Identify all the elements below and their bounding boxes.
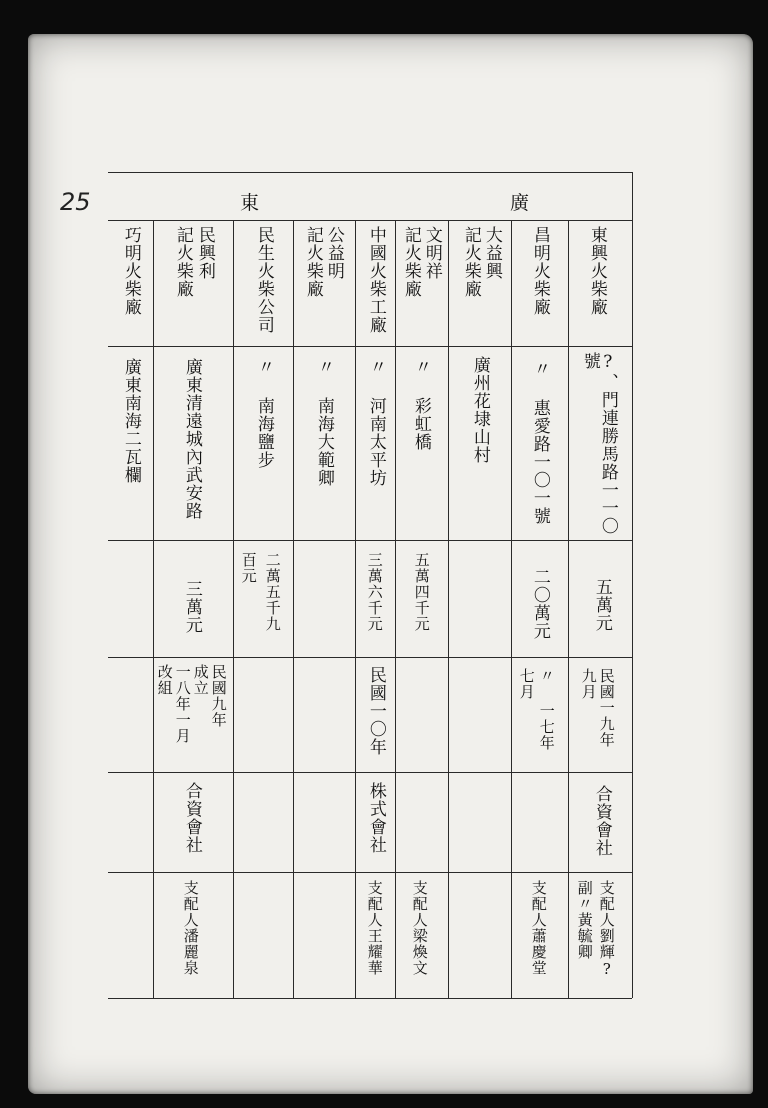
founded: 民國一九年 — [597, 668, 616, 748]
manager: 支配人王耀華 — [365, 880, 384, 976]
founded: 〃 一七年 — [537, 668, 556, 751]
address: 廣東清遠城內武安路 — [181, 358, 202, 520]
column-rule — [293, 220, 294, 998]
company-name: 巧明火柴廠 — [120, 226, 141, 316]
org-type: 株式會社 — [365, 782, 386, 854]
company-name: 大益興 — [481, 226, 502, 280]
company-name-cont: 記火柴廠 — [400, 226, 421, 298]
row-rule — [108, 772, 632, 773]
founded-cont: 七月 — [517, 668, 536, 700]
page-number: 25 — [60, 188, 91, 216]
capital: 五萬四千元 — [412, 552, 431, 632]
company-name: 公益明 — [323, 226, 344, 280]
address-cont: 號 — [579, 352, 600, 370]
column-rule — [511, 220, 512, 998]
address: ?、門連勝馬路一一〇 — [597, 352, 618, 535]
company-name: 民生火柴公司 — [253, 226, 274, 334]
capital: 五萬元 — [591, 578, 612, 632]
manager: 支配人蕭慶堂 — [529, 880, 548, 976]
column-rule — [153, 220, 154, 998]
address: 〃 河南太平坊 — [365, 358, 386, 487]
outer-right-rule — [632, 172, 633, 998]
company-name: 文明祥 — [421, 226, 442, 280]
capital: 三萬六千元 — [365, 552, 384, 632]
column-rule — [233, 220, 234, 998]
company-name: 昌明火柴廠 — [529, 226, 550, 316]
row-rule — [108, 346, 632, 347]
company-name-cont: 記火柴廠 — [172, 226, 193, 298]
company-name-cont: 記火柴廠 — [460, 226, 481, 298]
bottom-rule — [108, 998, 632, 999]
capital-cont: 百元 — [239, 552, 258, 584]
paper-sheet — [28, 34, 753, 1094]
column-rule — [448, 220, 449, 998]
column-rule — [395, 220, 396, 998]
founded-cont: 一八年一月 — [173, 664, 192, 744]
row-rule — [108, 872, 632, 873]
column-rule — [355, 220, 356, 998]
org-type: 合資會社 — [181, 782, 202, 854]
address: 〃 南海大範卿 — [313, 358, 334, 487]
founded-cont: 九月 — [579, 668, 598, 700]
row-rule — [108, 540, 632, 541]
company-name: 民興利 — [194, 226, 215, 280]
column-rule — [568, 220, 569, 998]
address: 〃 彩虹橋 — [410, 358, 431, 451]
manager: 支配人劉輝? — [597, 880, 616, 979]
top-rule — [108, 172, 632, 173]
org-type: 合資會社 — [591, 785, 612, 857]
region-right-char: 廣 — [510, 192, 530, 214]
company-name-cont: 記火柴廠 — [302, 226, 323, 298]
address: 〃 南海鹽步 — [253, 358, 274, 469]
region-left-char: 東 — [240, 192, 260, 214]
header-rule — [108, 220, 632, 221]
manager-cont: 副〃黃毓卿 — [575, 880, 594, 960]
founded-cont: 成立 — [191, 664, 210, 696]
manager: 支配人梁煥文 — [410, 880, 429, 976]
capital: 二〇萬元 — [529, 568, 550, 640]
manager: 支配人潘麗泉 — [181, 880, 200, 976]
company-name: 中國火柴工廠 — [365, 226, 386, 334]
address: 廣東南海二瓦欄 — [120, 358, 141, 484]
capital: 三萬元 — [181, 580, 202, 634]
founded-cont: 改組 — [155, 664, 174, 696]
company-name: 東興火柴廠 — [586, 226, 607, 316]
founded: 民國一〇年 — [365, 666, 386, 756]
address: 〃 惠愛路一〇一號 — [529, 360, 550, 525]
capital: 二萬五千九 — [263, 552, 282, 632]
address: 廣州花埭山村 — [469, 356, 490, 464]
founded: 民國九年 — [209, 664, 228, 728]
row-rule — [108, 657, 632, 658]
